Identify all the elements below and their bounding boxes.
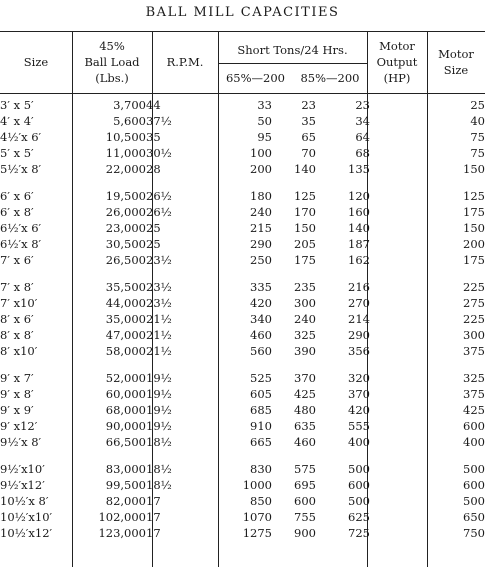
- cell-rpm: 21½: [146, 312, 172, 326]
- cell-tons-85: 125: [294, 189, 316, 203]
- cell-rpm: 25: [146, 237, 161, 251]
- table-row: [0, 525, 485, 541]
- header-motor-output-1: Motor: [379, 39, 415, 53]
- cell-tons-85: 325: [294, 328, 316, 342]
- cell-size: 9½′x 8′: [0, 435, 42, 449]
- cell-size: 8′ x 8′: [0, 328, 34, 342]
- cell-motor-output: 500: [348, 462, 370, 476]
- capacities-table-body: [0, 97, 485, 541]
- cell-rpm: 18½: [146, 478, 172, 492]
- cell-rpm: 19½: [146, 387, 172, 401]
- cell-motor-output: 370: [348, 387, 370, 401]
- cell-motor-output: 187: [348, 237, 370, 251]
- header-motor-output-2: Output: [376, 55, 418, 69]
- cell-tons-65: 290: [250, 237, 272, 251]
- cell-size: 5½′x 8′: [0, 162, 42, 176]
- cell-ball-load: 23,000: [105, 221, 146, 235]
- cell-ball-load: 5,600: [113, 114, 146, 128]
- cell-ball-load: 99,500: [105, 478, 146, 492]
- cell-motor-output: 120: [348, 189, 370, 203]
- cell-motor-size: 500: [463, 462, 485, 476]
- cell-motor-output: 600: [348, 478, 370, 492]
- cell-ball-load: 66,500: [105, 435, 146, 449]
- cell-rpm: 26½: [146, 205, 172, 219]
- group-spacer: [0, 177, 485, 188]
- cell-tons-65: 605: [250, 387, 272, 401]
- cell-rpm: 21½: [146, 344, 172, 358]
- cell-tons-65: 1000: [242, 478, 272, 492]
- table-row: [0, 343, 485, 359]
- cell-rpm: 18½: [146, 435, 172, 449]
- table-row: [0, 129, 485, 145]
- cell-motor-output: 216: [348, 280, 370, 294]
- cell-motor-output: 135: [348, 162, 370, 176]
- table-row: [0, 402, 485, 418]
- cell-tons-65: 850: [250, 494, 272, 508]
- cell-motor-size: 600: [463, 419, 485, 433]
- cell-tons-85: 235: [294, 280, 316, 294]
- cell-tons-85: 70: [301, 146, 316, 160]
- cell-motor-size: 125: [463, 189, 485, 203]
- table-row: [0, 204, 485, 220]
- cell-motor-output: 214: [348, 312, 370, 326]
- table-row: [0, 311, 485, 327]
- cell-size: 8′ x 6′: [0, 312, 34, 326]
- cell-ball-load: 52,000: [105, 371, 146, 385]
- cell-motor-size: 150: [463, 221, 485, 235]
- spacer-cell: [0, 359, 485, 370]
- cell-size: 9′ x 9′: [0, 403, 34, 417]
- cell-tons-65: 665: [250, 435, 272, 449]
- header-tons-85: 85%—200: [300, 71, 360, 85]
- cell-motor-size: 25: [470, 98, 485, 112]
- cell-size: 7′ x10′: [0, 296, 38, 310]
- cell-motor-output: 68: [355, 146, 370, 160]
- cell-rpm: 18½: [146, 462, 172, 476]
- cell-motor-size: 375: [463, 344, 485, 358]
- cell-rpm: 19½: [146, 403, 172, 417]
- cell-ball-load: 82,000: [105, 494, 146, 508]
- cell-ball-load: 68,000: [105, 403, 146, 417]
- cell-ball-load: 90,000: [105, 419, 146, 433]
- header-motor-output-3: (HP): [383, 71, 411, 85]
- cell-motor-output: 555: [348, 419, 370, 433]
- cell-ball-load: 58,000: [105, 344, 146, 358]
- table-row: [0, 418, 485, 434]
- cell-tons-85: 23: [301, 98, 316, 112]
- table-row: [0, 161, 485, 177]
- table-row: [0, 295, 485, 311]
- cell-tons-85: 900: [294, 526, 316, 540]
- table-row: [0, 386, 485, 402]
- table-row: [0, 188, 485, 204]
- cell-ball-load: 102,000: [98, 510, 146, 524]
- cell-motor-output: 23: [355, 98, 370, 112]
- group-spacer: [0, 268, 485, 279]
- table-row: [0, 509, 485, 525]
- cell-rpm: 28: [146, 162, 161, 176]
- cell-tons-85: 695: [294, 478, 316, 492]
- cell-tons-65: 1275: [242, 526, 272, 540]
- cell-tons-85: 170: [294, 205, 316, 219]
- cell-tons-65: 335: [250, 280, 272, 294]
- cell-tons-85: 460: [294, 435, 316, 449]
- cell-motor-size: 275: [463, 296, 485, 310]
- cell-tons-85: 575: [294, 462, 316, 476]
- cell-tons-65: 340: [250, 312, 272, 326]
- cell-ball-load: 30,500: [105, 237, 146, 251]
- table-row: [0, 145, 485, 161]
- cell-tons-85: 370: [294, 371, 316, 385]
- cell-tons-85: 425: [294, 387, 316, 401]
- header-size: Size: [23, 55, 49, 69]
- table-row: [0, 477, 485, 493]
- spacer-cell: [0, 177, 485, 188]
- cell-motor-size: 650: [463, 510, 485, 524]
- cell-tons-65: 215: [250, 221, 272, 235]
- cell-rpm: 19½: [146, 371, 172, 385]
- cell-size: 8′ x10′: [0, 344, 38, 358]
- table-row: [0, 97, 485, 113]
- cell-rpm: 37½: [146, 114, 172, 128]
- group-spacer: [0, 359, 485, 370]
- cell-motor-size: 175: [463, 253, 485, 267]
- cell-motor-size: 600: [463, 478, 485, 492]
- cell-tons-85: 635: [294, 419, 316, 433]
- cell-tons-85: 755: [294, 510, 316, 524]
- cell-size: 6½′x 6′: [0, 221, 42, 235]
- cell-motor-size: 40: [470, 114, 485, 128]
- cell-ball-load: 19,500: [105, 189, 146, 203]
- short-tons-underline: [218, 63, 367, 64]
- cell-motor-size: 375: [463, 387, 485, 401]
- cell-motor-output: 420: [348, 403, 370, 417]
- cell-motor-output: 160: [348, 205, 370, 219]
- cell-tons-85: 205: [294, 237, 316, 251]
- cell-motor-size: 500: [463, 494, 485, 508]
- cell-tons-65: 50: [257, 114, 272, 128]
- table-row: [0, 113, 485, 129]
- cell-motor-size: 175: [463, 205, 485, 219]
- cell-tons-85: 140: [294, 162, 316, 176]
- cell-rpm: 23½: [146, 280, 172, 294]
- table-row: [0, 461, 485, 477]
- cell-tons-65: 250: [250, 253, 272, 267]
- cell-tons-65: 910: [250, 419, 272, 433]
- cell-motor-output: 356: [348, 344, 370, 358]
- header-motor-size-2: Size: [443, 63, 469, 77]
- cell-size: 10½′x 8′: [0, 494, 49, 508]
- cell-ball-load: 10,500: [105, 130, 146, 144]
- cell-size: 4½′x 6′: [0, 130, 42, 144]
- spacer-cell: [0, 450, 485, 461]
- cell-motor-output: 34: [355, 114, 370, 128]
- cell-size: 10½′x10′: [0, 510, 53, 524]
- cell-motor-output: 625: [348, 510, 370, 524]
- cell-tons-65: 830: [250, 462, 272, 476]
- cell-rpm: 30½: [146, 146, 172, 160]
- header-rpm: R.P.M.: [166, 55, 204, 69]
- cell-size: 3′ x 5′: [0, 98, 34, 112]
- cell-ball-load: 123,000: [98, 526, 146, 540]
- cell-rpm: 26½: [146, 189, 172, 203]
- cell-ball-load: 11,000: [105, 146, 146, 160]
- cell-motor-output: 64: [355, 130, 370, 144]
- cell-motor-output: 162: [348, 253, 370, 267]
- cell-rpm: 44: [146, 98, 161, 112]
- cell-motor-output: 400: [348, 435, 370, 449]
- cell-motor-size: 325: [463, 371, 485, 385]
- cell-motor-output: 320: [348, 371, 370, 385]
- cell-rpm: 17: [146, 494, 161, 508]
- cell-ball-load: 47,000: [105, 328, 146, 342]
- table-row: [0, 236, 485, 252]
- cell-tons-85: 240: [294, 312, 316, 326]
- cell-rpm: 19½: [146, 419, 172, 433]
- header-load-pct: 45%: [99, 39, 125, 53]
- group-spacer: [0, 450, 485, 461]
- cell-size: 4′ x 4′: [0, 114, 34, 128]
- cell-motor-output: 290: [348, 328, 370, 342]
- cell-motor-output: 725: [348, 526, 370, 540]
- cell-ball-load: 35,500: [105, 280, 146, 294]
- cell-tons-65: 525: [250, 371, 272, 385]
- cell-size: 6′ x 8′: [0, 205, 34, 219]
- cell-motor-size: 75: [470, 130, 485, 144]
- cell-motor-size: 150: [463, 162, 485, 176]
- cell-ball-load: 60,000: [105, 387, 146, 401]
- cell-tons-85: 300: [294, 296, 316, 310]
- cell-motor-size: 750: [463, 526, 485, 540]
- table-row: [0, 434, 485, 450]
- table-row: [0, 370, 485, 386]
- header-load-label: Ball Load: [84, 55, 140, 69]
- cell-tons-65: 460: [250, 328, 272, 342]
- cell-tons-65: 100: [250, 146, 272, 160]
- cell-tons-65: 95: [257, 130, 272, 144]
- cell-tons-85: 150: [294, 221, 316, 235]
- cell-size: 9′ x 8′: [0, 387, 34, 401]
- table-row: [0, 252, 485, 268]
- cell-motor-size: 225: [463, 312, 485, 326]
- cell-tons-65: 200: [250, 162, 272, 176]
- cell-motor-size: 400: [463, 435, 485, 449]
- cell-size: 9½′x12′: [0, 478, 45, 492]
- cell-tons-65: 180: [250, 189, 272, 203]
- cell-motor-size: 300: [463, 328, 485, 342]
- spacer-cell: [0, 268, 485, 279]
- cell-rpm: 21½: [146, 328, 172, 342]
- cell-tons-65: 1070: [242, 510, 272, 524]
- cell-size: 7′ x 8′: [0, 280, 34, 294]
- cell-rpm: 17: [146, 526, 161, 540]
- cell-rpm: 35: [146, 130, 161, 144]
- cell-size: 10½′x12′: [0, 526, 53, 540]
- cell-ball-load: 44,000: [105, 296, 146, 310]
- cell-tons-65: 685: [250, 403, 272, 417]
- table-row: [0, 327, 485, 343]
- cell-ball-load: 35,000: [105, 312, 146, 326]
- cell-motor-size: 75: [470, 146, 485, 160]
- table-row: [0, 493, 485, 509]
- cell-ball-load: 83,000: [105, 462, 146, 476]
- cell-size: 5′ x 5′: [0, 146, 34, 160]
- cell-tons-65: 420: [250, 296, 272, 310]
- cell-rpm: 17: [146, 510, 161, 524]
- cell-tons-85: 35: [301, 114, 316, 128]
- cell-size: 6½′x 8′: [0, 237, 42, 251]
- header-motor-size-1: Motor: [438, 47, 474, 61]
- cell-size: 9′ x12′: [0, 419, 38, 433]
- cell-size: 9½′x10′: [0, 462, 45, 476]
- header-load-unit: (Lbs.): [95, 71, 129, 85]
- cell-rpm: 23½: [146, 296, 172, 310]
- cell-ball-load: 26,000: [105, 205, 146, 219]
- cell-size: 9′ x 7′: [0, 371, 34, 385]
- cell-motor-output: 500: [348, 494, 370, 508]
- cell-motor-size: 200: [463, 237, 485, 251]
- cell-size: 6′ x 6′: [0, 189, 34, 203]
- cell-size: 7′ x 6′: [0, 253, 34, 267]
- cell-tons-65: 33: [257, 98, 272, 112]
- table-row: [0, 220, 485, 236]
- cell-tons-85: 600: [294, 494, 316, 508]
- cell-motor-output: 270: [348, 296, 370, 310]
- cell-motor-output: 140: [348, 221, 370, 235]
- cell-motor-size: 425: [463, 403, 485, 417]
- cell-tons-85: 175: [294, 253, 316, 267]
- header-tons-65: 65%—200: [225, 71, 285, 85]
- cell-tons-85: 65: [301, 130, 316, 144]
- table-title: BALL MILL CAPACITIES: [145, 5, 340, 20]
- header-short-tons: Short Tons/24 Hrs.: [237, 43, 348, 57]
- cell-tons-85: 480: [294, 403, 316, 417]
- cell-tons-65: 560: [250, 344, 272, 358]
- cell-ball-load: 26,500: [105, 253, 146, 267]
- cell-tons-65: 240: [250, 205, 272, 219]
- cell-rpm: 25: [146, 221, 161, 235]
- cell-tons-85: 390: [294, 344, 316, 358]
- cell-motor-size: 225: [463, 280, 485, 294]
- cell-ball-load: 3,700: [113, 98, 146, 112]
- table-row: [0, 279, 485, 295]
- cell-rpm: 23½: [146, 253, 172, 267]
- cell-ball-load: 22,000: [105, 162, 146, 176]
